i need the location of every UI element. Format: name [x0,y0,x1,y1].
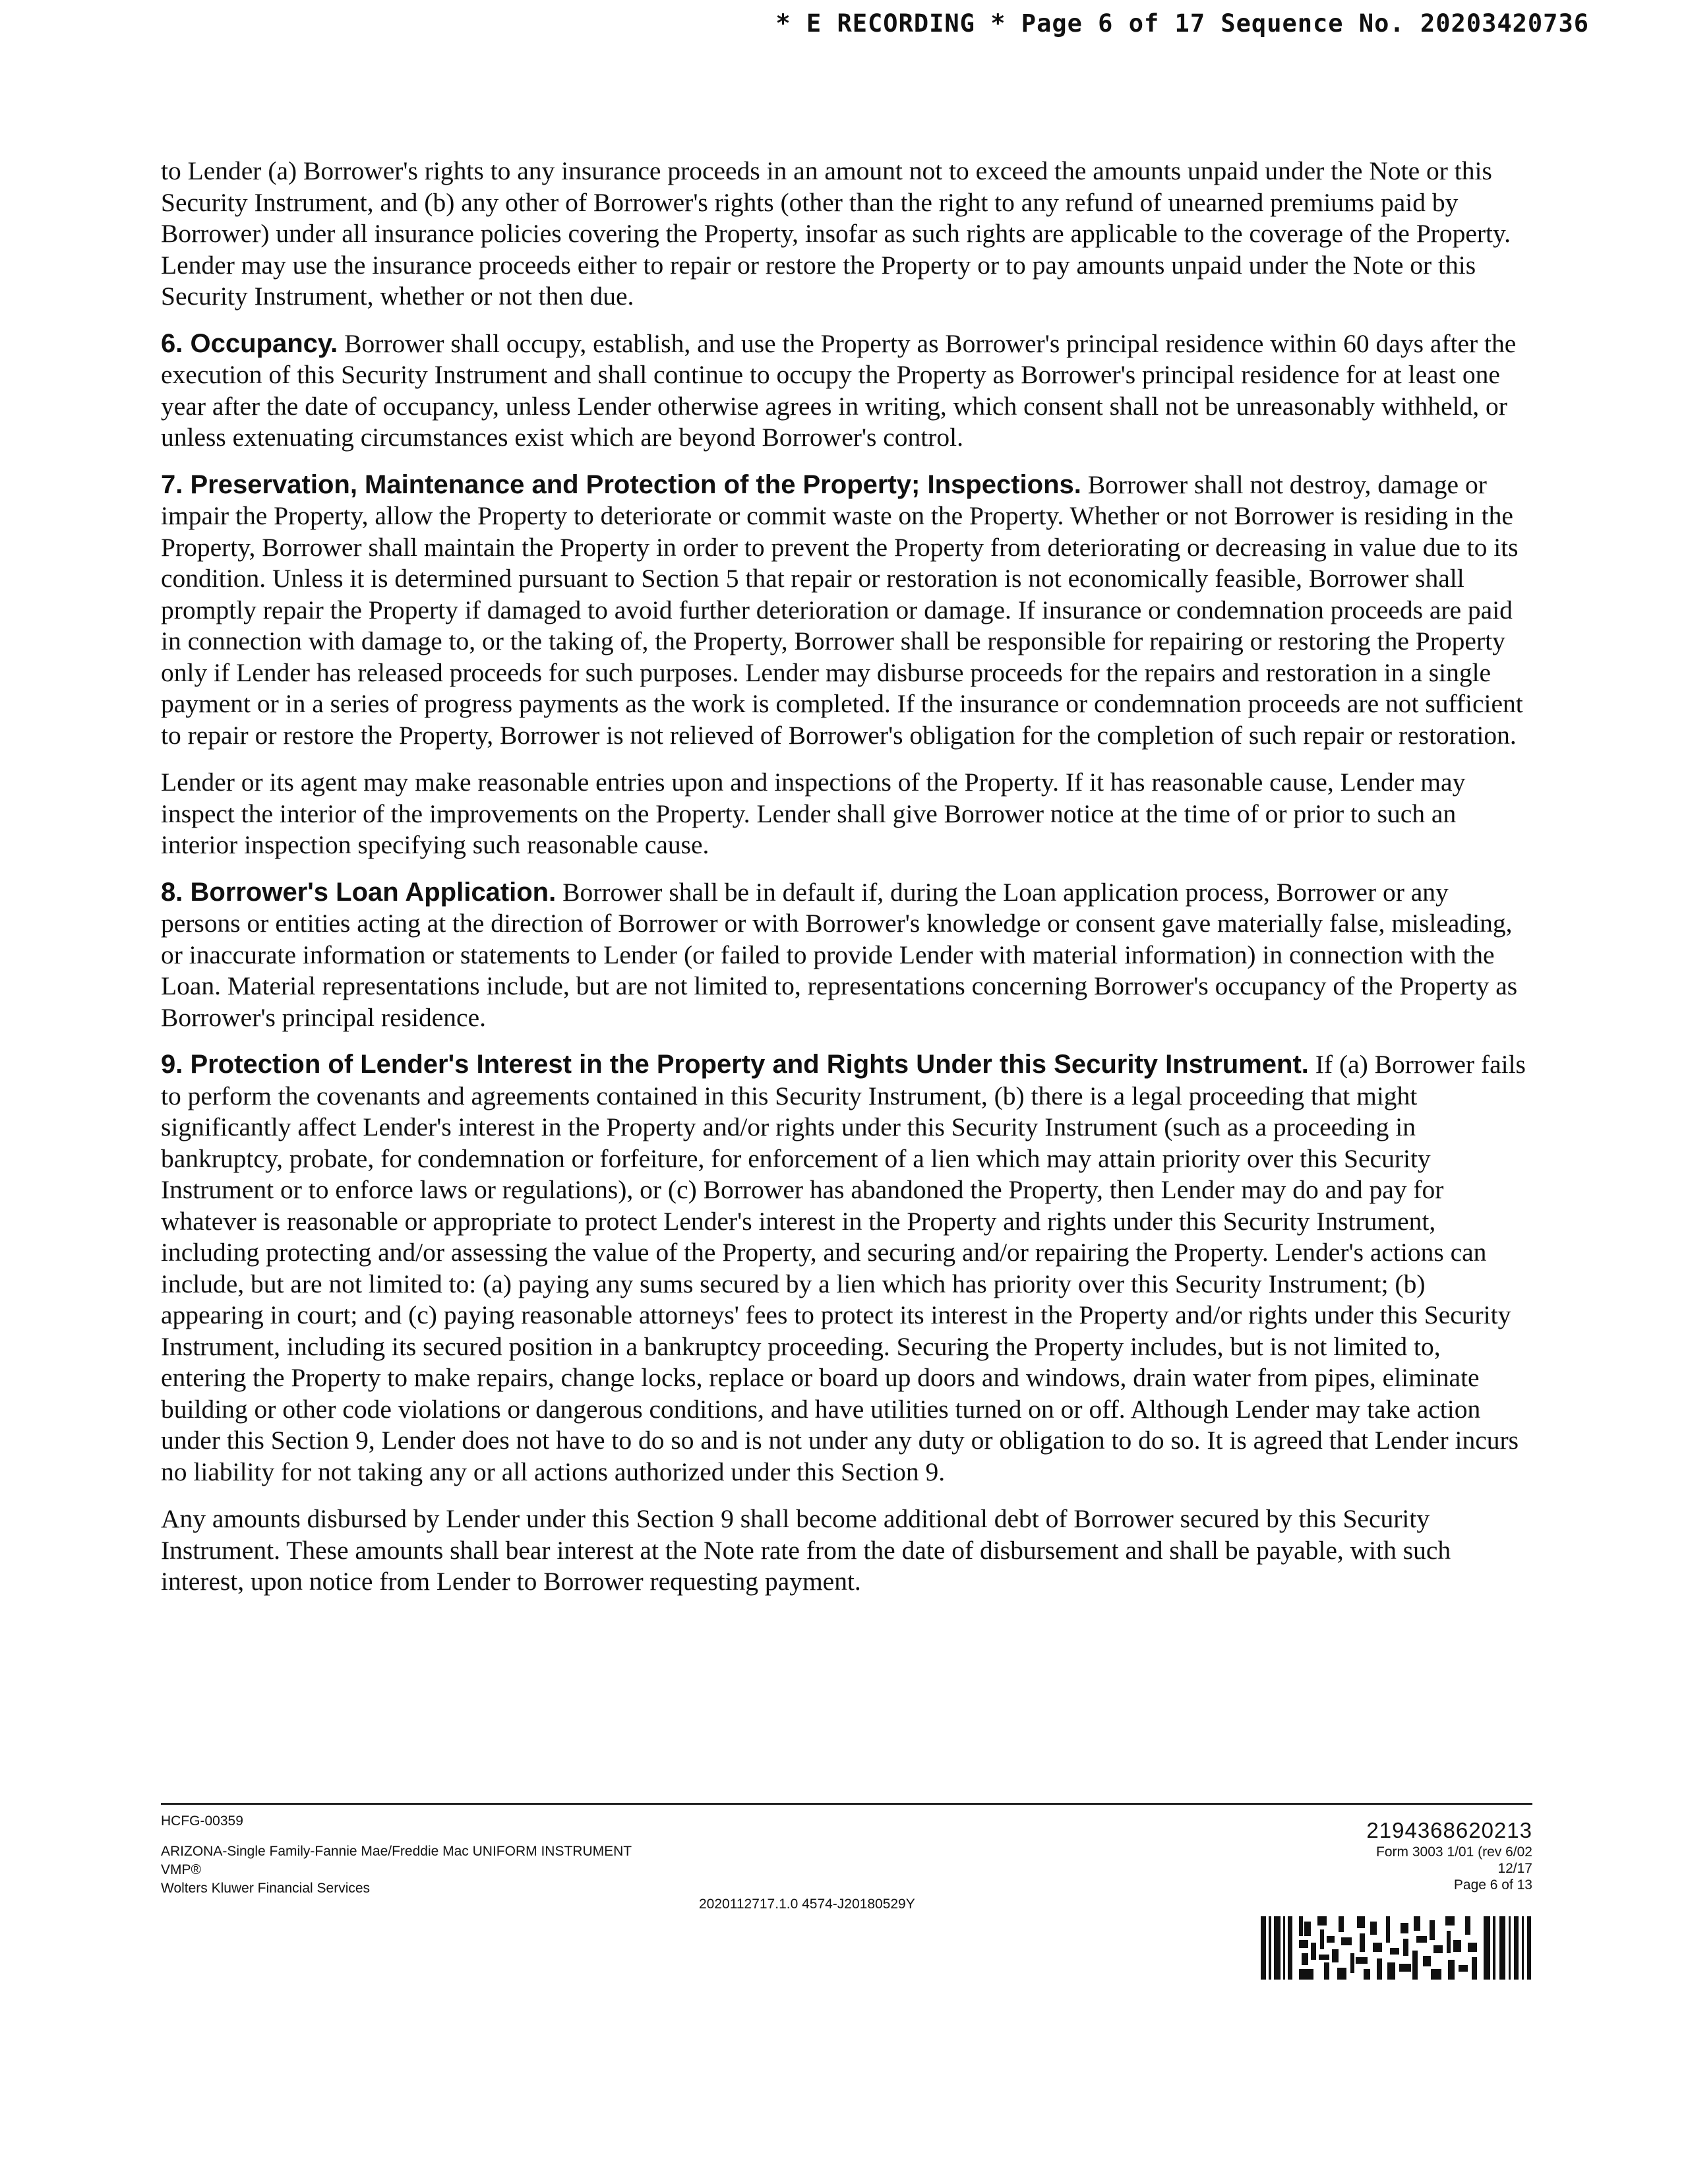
barcode-image [1261,1916,1532,1980]
section-7-text: Borrower shall not destroy, damage or impair the Property, allow the Property to deteriorate or commit waste on the Property. Whether or not Borrower is residing in the Property, Borrower shall maintain the Property in order to prevent the Property from deteriorating or decreasing in value due to its condition. Unless it is determined pursuant to Section 5 that repair or restoration is not economically feasible, Borrower shall promptly repair the Property if damaged to avoid further deterioration or damage. If insurance or condemnation proceeds are paid in connection with damage to, or the taking of, the Property, Borrower shall be responsible for repairing or restoring the Property only if Lender has released proceeds for such purposes. Lender may disburse proceeds for the repairs and restoration in a single payment or in a series of progress payments as the work is completed. If the insurance or condemnation proceeds are not sufficient to repair or restore the Property, Borrower is not relieved of Borrower's obligation for the completion of such repair or restoration. [161,470,1523,750]
section-6-text: Borrower shall occupy, establish, and use the Property as Borrower's principal residence within 60 days after the execution of this Security Instrument and shall continue to occupy the Property as Borrower's principal residence for at least one year after the date of occupancy, unless Lender otherwise agrees in writing, which consent shall not be unreasonably withheld, or unless extenuating circumstances exist which are beyond Borrower's control. [161,328,1517,452]
footer-loan-number: 2194368620213 [1366,1818,1532,1842]
section-9-amounts-paragraph: Any amounts disbursed by Lender under this Section 9 shall become additional debt of Borrower secured by this Security Instrument. These amounts shall bear interest at the Note rate from the date of disbursement and shall be payable, with such interest, upon notice from Lender to Borrower requesting payment. [161,1504,1451,1596]
footer-form-number: Form 3003 1/01 (rev 6/02 [1376,1844,1532,1860]
footer-divider [161,1803,1532,1805]
section-6-heading: 6. Occupancy. [161,328,338,358]
section-6-occupancy [161,328,1529,454]
section-7-heading: 7. Preservation, Maintenance and Protection of the Property; Inspections. [161,470,1081,499]
footer-vmp: VMP® [161,1862,201,1877]
footer-revision: 12/17 [1497,1861,1532,1876]
section-9-heading: 9. Protection of Lender's Interest in the Property and Rights Under this Security Instrument. [161,1050,1309,1079]
section-8-text: Borrower shall be in default if, during the Loan application process, Borrower or any persons or entities acting at the direction of Borrower or with Borrower's knowledge or consent gave materially false, misleading, or inaccurate information or statements to Lender (or failed to provide Lender with material information) in connection with the Loan. Material representations include, but are not limited to, representations concerning Borrower's occupancy of the Property as Borrower's principal residence. [161,877,1518,1032]
section-9-text: If (a) Borrower fails to perform the covenants and agreements contained in this Security Instrument, (b) there is a legal proceeding that might significantly affect Lender's interest in the Property and/or rights under this Security Instrument (such as a proceeding in bankruptcy, probate, for condemnation or forfeiture, for enforcement of a lien which may attain priority over this Security Instrument or to enforce laws or regulations), or (c) Borrower has abandoned the Property, then Lender may do and pay for whatever is reasonable or appropriate to protect Lender's interest in the Property and rights under this Security Instrument, including protecting and/or assessing the value of the Property, and securing and/or repairing the Property. Lender's actions can include, but are not limited to: (a) paying any sums secured by a lien which has priority over this Security Instrument; (b) appearing in court; and (c) paying reasonable attorneys' fees to protect its interest in the Property and/or rights under this Security Instrument, including its secured position in a bankruptcy proceeding. Securing the Property includes, but is not limited to, entering the Property to make repairs, change locks, replace or board up doors and windows, drain water from pipes, eliminate building or other code violations or dangerous conditions, and have utilities turned on or off. Although Lender may take action under this Section 9, Lender does not have to do so and is not under any duty or obligation to do so. It is agreed that Lender incurs no liability for not taking any or all actions authorized under this Section 9. [161,1050,1526,1486]
footer-right-block [1366,1817,1532,1893]
footer-left-block [161,1812,632,1898]
footer-page-label: Page 6 of 13 [1453,1877,1532,1893]
insurance-continuation-paragraph: to Lender (a) Borrower's rights to any insurance proceeds in an amount not to exceed the amounts unpaid under the Note or this Security Instrument, and (b) any other of Borrower's rights (other than the right to any refund of unearned premiums paid by Borrower) under all insurance policies covering the Property, insofar as such rights are applicable to the coverage of the Property. Lender may use the insurance proceeds either to repair or restore the Property or to pay amounts unpaid under the Note or this Security Instrument, whether or not then due. [161,156,1511,311]
section-8-loan-application [161,877,1529,1034]
section-7-preservation [161,470,1529,752]
footer-publisher: Wolters Kluwer Financial Services [161,1881,371,1896]
section-8-heading: 8. Borrower's Loan Application. [161,877,557,907]
footer-doc-id: 2020112717.1.0 4574-J20180529Y [699,1896,915,1912]
section-7-inspection-paragraph: Lender or its agent may make reasonable entries upon and inspections of the Property. If it has reasonable cause, Lender may inspect the interior of the improvements on the Property. Lender shall give Borrower notice at the time of or prior to such an interior inspection specifying such reasonable cause. [161,768,1466,859]
section-9-protection [161,1049,1529,1488]
document-body [161,156,1529,1614]
footer-instrument-title: ARIZONA-Single Family-Fannie Mae/Freddie Mac UNIFORM INSTRUMENT [161,1844,632,1859]
recording-header-stamp: * E RECORDING * Page 6 of 17 Sequence No. 20203420736 [775,9,1589,38]
footer-form-code: HCFG-00359 [161,1813,243,1829]
